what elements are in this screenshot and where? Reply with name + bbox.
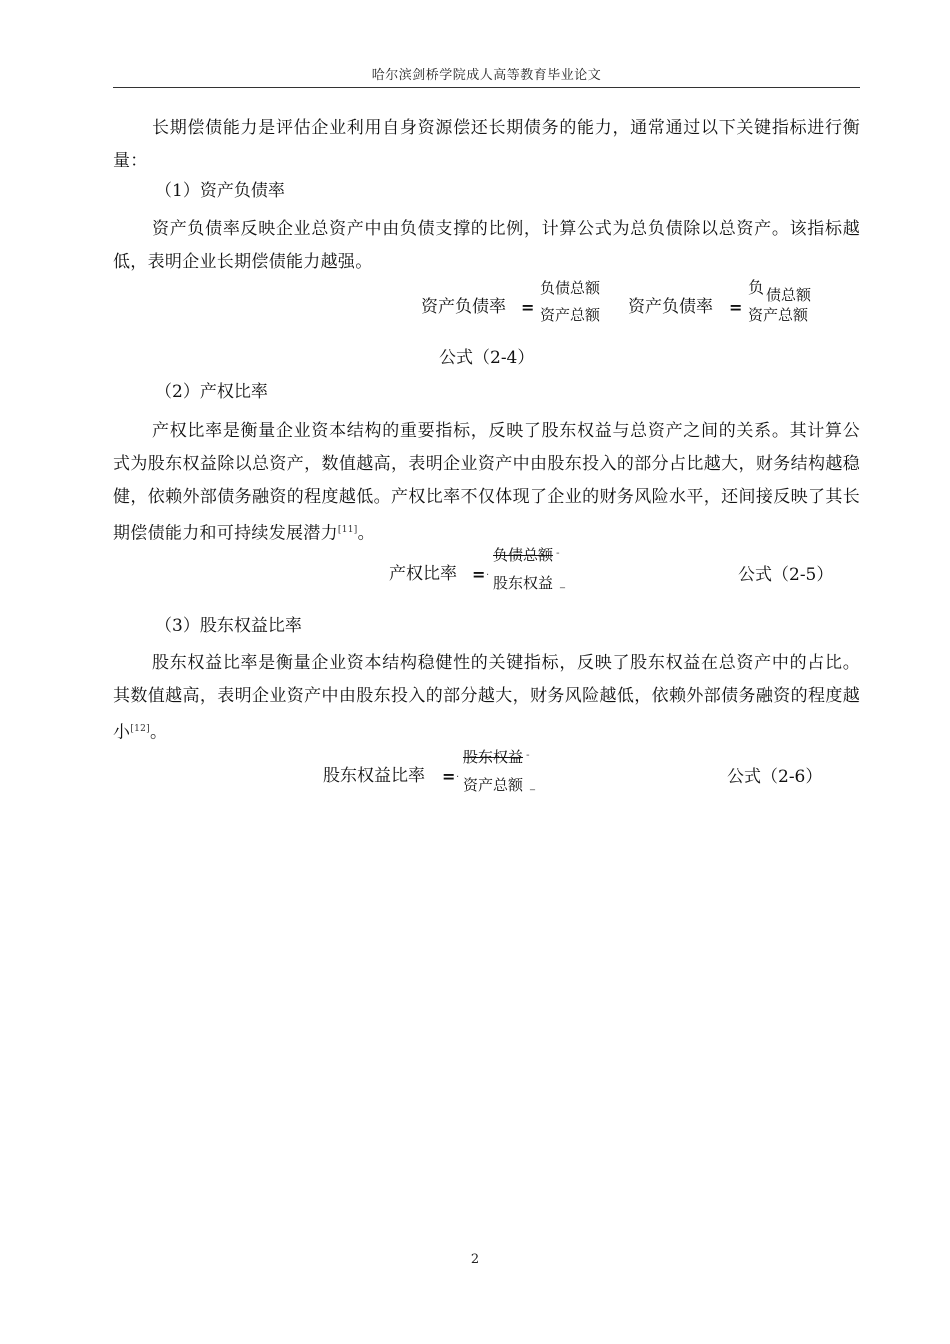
intro-paragraph: 长期偿债能力是评估企业利用自身资源偿还长期债务的能力，通常通过以下关键指标进行衡量： [113, 118, 860, 171]
running-header: 哈尔滨剑桥学院成人高等教育毕业论文 [371, 68, 602, 83]
formula-caption-2-5: 公式（2-5） [738, 565, 834, 585]
formula-caption-2-6: 公式（2-6） [727, 767, 823, 787]
formula-caption-2-4: 公式（2-4） [439, 348, 535, 368]
fraction-denominator: 资产总额 [540, 306, 601, 324]
citation-12: [12] [130, 724, 150, 734]
section1-heading: （1）资产负债率 [155, 181, 285, 201]
fraction-numerator-rest: 债总额 [766, 286, 812, 304]
formula-label: 股东权益比率 [323, 766, 425, 786]
tick-mark: - [526, 750, 530, 761]
dot-mark: · [456, 772, 460, 783]
equals-sign: = [729, 298, 743, 317]
underscore-mark: _ [560, 578, 565, 589]
tick-mark: - [556, 548, 560, 559]
fraction-numerator: 负债总额 [493, 546, 554, 564]
fraction-denominator: 资产总额 [748, 306, 809, 324]
fraction-numerator: 负债总额 [540, 279, 601, 297]
fraction-numerator: 股东权益 [463, 748, 524, 766]
fraction-numerator-first: 负 [748, 278, 765, 297]
section2-body [113, 415, 860, 551]
section3-end: 。 [150, 722, 168, 743]
equals-sign: = [442, 767, 456, 786]
section3-text: 股东权益比率是衡量企业资本结构稳健性的关键指标，反映了股东权益在总资产中的占比。其数值越高，表明企业资产中由股东投入的部分越大，财务风险越低，依赖外部债务融资的程度越小 [113, 653, 860, 743]
fraction-denominator: 股东权益 [493, 574, 554, 592]
equals-sign: = [521, 298, 535, 317]
section3-heading: （3）股东权益比率 [155, 616, 302, 636]
section2-heading: （2）产权比率 [155, 382, 268, 402]
page-number: 2 [470, 1252, 480, 1267]
header-rule [113, 87, 860, 88]
underscore-mark: _ [530, 780, 535, 791]
formula-label: 产权比率 [389, 564, 457, 584]
formula-label: 资产负债率 [628, 297, 713, 317]
section2-end: 。 [357, 523, 375, 544]
section2-text: 产权比率是衡量企业资本结构的重要指标，反映了股东权益与总资产之间的关系。其计算公式为股东权益除以总资产，数值越高，表明企业资产中由股东投入的部分占比越大，财务结构越稳健，依赖外部债务融资的程度越低。产权比率不仅体现了企业的财务风险水平，还间接反映了其长期偿债能力和可持续发展潜力 [113, 421, 860, 544]
fraction-denominator: 资产总额 [463, 776, 524, 794]
citation-11: [11] [337, 525, 358, 535]
formula-label: 资产负债率 [421, 297, 506, 317]
dot-mark: · [486, 570, 490, 581]
section1-body: 资产负债率反映企业总资产中由负债支撑的比例，计算公式为总负债除以总资产。该指标越低，表明企业长期偿债能力越强。 [113, 219, 860, 272]
section3-body [113, 647, 860, 750]
equals-sign: = [472, 565, 486, 584]
